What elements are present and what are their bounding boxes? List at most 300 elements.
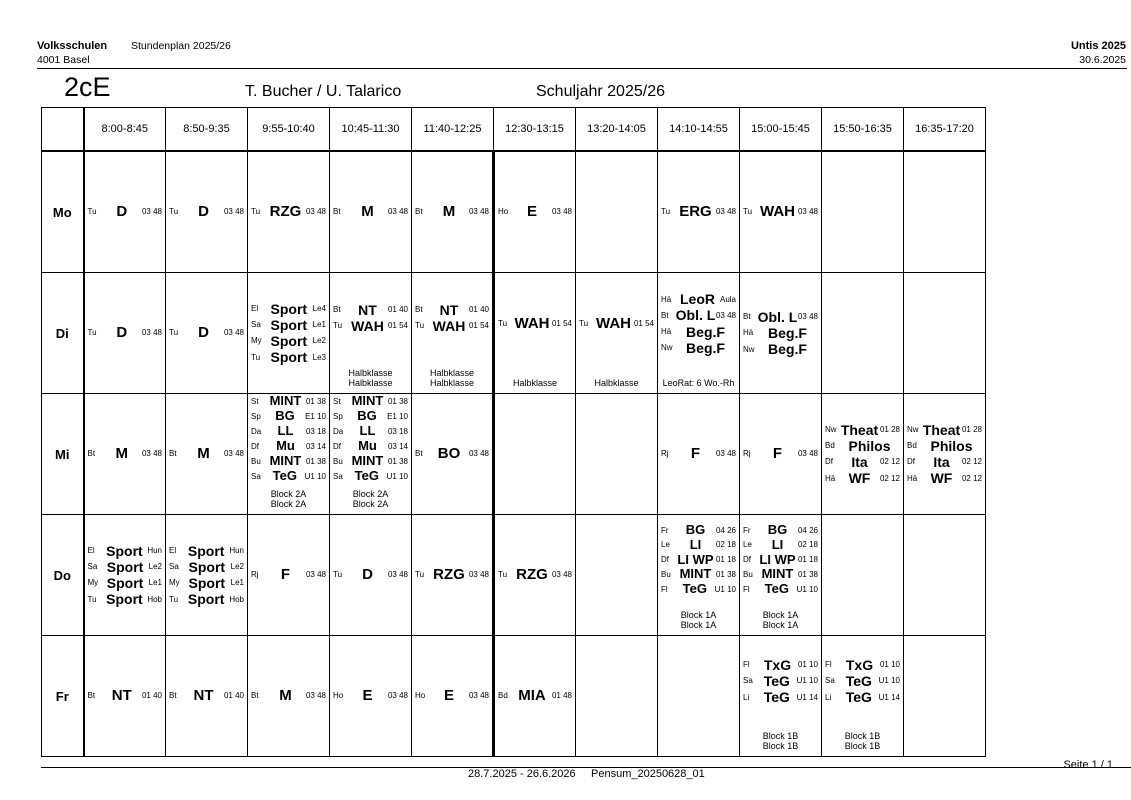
lesson-entry (415, 687, 489, 704)
room-code: 03 48 (468, 449, 489, 459)
period-header: 16:35-17:20 (904, 108, 986, 152)
subject-code: M (361, 203, 374, 221)
lesson-content (166, 394, 247, 514)
room-code: 02 12 (879, 457, 900, 467)
lesson-note (658, 379, 739, 389)
lesson-entry (251, 687, 326, 704)
lesson-cell[interactable] (84, 273, 166, 394)
lesson-cell[interactable] (330, 394, 412, 515)
room-code: 03 48 (715, 310, 736, 320)
teacher-code: El (251, 304, 259, 314)
teacher-code: Sa (251, 320, 261, 330)
lesson-cell[interactable] (248, 636, 330, 757)
lesson-cell[interactable] (412, 151, 494, 273)
room-code: 01 54 (468, 321, 489, 331)
lesson-entry (333, 409, 408, 424)
lesson-cell[interactable] (494, 273, 576, 394)
teacher-code: Rj (743, 449, 751, 459)
lesson-entry (743, 341, 818, 357)
lesson-cell[interactable] (84, 151, 166, 273)
note-line: Block 2A (352, 499, 389, 510)
lesson-entry (743, 523, 818, 538)
lesson-cell[interactable] (330, 636, 412, 757)
room-code: 01 54 (633, 318, 654, 328)
room-code: Hob (147, 594, 162, 604)
subject-code: MINT (269, 452, 302, 468)
lesson-entry (661, 553, 736, 568)
lesson-content (576, 152, 657, 272)
teacher-code: Nw (907, 425, 919, 435)
period-header: 15:50-16:35 (822, 108, 904, 152)
subject-code: WAH (432, 318, 466, 334)
subject-code: WF (930, 470, 953, 487)
room-code: 01 18 (715, 555, 736, 565)
teacher-code: Hä (661, 326, 672, 336)
subject-code: MINT (351, 393, 384, 409)
lesson-entry (88, 324, 163, 341)
room-code: E1 10 (387, 412, 408, 421)
subject-code: TeG (763, 689, 790, 706)
lesson-cell[interactable] (166, 515, 248, 636)
subject-code: NT (358, 301, 377, 318)
lesson-entry (661, 445, 736, 462)
note-line: Block 1B (844, 741, 881, 752)
validity-range: 28.7.2025 - 26.6.2026 (468, 768, 576, 780)
lesson-entry (333, 318, 408, 334)
lesson-cell[interactable] (84, 515, 166, 636)
teacher-code: Tu (169, 328, 179, 338)
subject-code: M (442, 203, 456, 221)
lesson-cell[interactable] (904, 273, 986, 394)
teacher-code: Df (661, 555, 669, 565)
lesson-entry (333, 566, 408, 583)
lesson-cell[interactable] (494, 515, 576, 636)
lesson-cell[interactable] (166, 151, 248, 273)
subject-code: Beg.F (686, 323, 725, 340)
period-header: 15:00-15:45 (740, 108, 822, 152)
subject-code: Sport (188, 575, 226, 591)
print-date: 30.6.2025 (1079, 54, 1126, 66)
note-line: Block 2A (352, 489, 389, 500)
teacher-code: Li (743, 692, 750, 702)
lesson-entry (907, 470, 982, 486)
room-code: 01 40 (141, 691, 162, 701)
teacher-code: Df (907, 457, 915, 467)
subject-code: NT (111, 687, 132, 705)
lesson-entry (251, 469, 326, 484)
lesson-cell[interactable] (494, 151, 576, 273)
subject-code: BG (275, 408, 295, 424)
lesson-cell[interactable] (658, 636, 740, 757)
room-code: 03 48 (797, 207, 818, 217)
lesson-content (904, 152, 985, 272)
teacher-code: Ho (498, 207, 509, 217)
lesson-entry (169, 559, 244, 575)
teacher-code: Bt (415, 207, 423, 217)
page-number: Seite 1 / 1 (1063, 759, 1113, 771)
lesson-content (658, 515, 739, 605)
room-code: Le2 (230, 562, 244, 572)
subject-code: Philos (930, 437, 973, 454)
lesson-cell[interactable] (248, 273, 330, 394)
lesson-cell[interactable] (84, 636, 166, 757)
room-code: 01 54 (387, 321, 408, 331)
room-code: Le1 (312, 320, 326, 330)
subject-code: LI (771, 536, 784, 552)
teacher-code: Tu (169, 594, 179, 604)
lesson-cell[interactable] (166, 394, 248, 515)
lesson-content (248, 273, 329, 393)
lesson-content (85, 152, 166, 272)
subject-code: Philos (848, 437, 891, 454)
subject-code: WAH (759, 203, 795, 221)
note-line: Block 1B (844, 731, 881, 742)
note-line: Halbklasse (348, 378, 393, 389)
lesson-cell[interactable] (576, 515, 658, 636)
lesson-entry (88, 687, 163, 704)
class-name: 2cE (64, 72, 111, 102)
teacher-code: Tu (333, 570, 343, 580)
teacher-code: Fl (743, 585, 750, 595)
subject-code: D (198, 324, 209, 342)
lesson-entry (661, 291, 736, 307)
school-year: Schuljahr 2025/26 (536, 83, 665, 100)
room-code: 03 48 (715, 207, 736, 217)
room-code: 03 48 (223, 328, 244, 338)
teacher-code: Fr (743, 525, 751, 535)
lesson-content (658, 394, 739, 514)
lesson-content (166, 273, 247, 393)
subject-code: Sport (270, 349, 308, 366)
lesson-content (495, 273, 575, 374)
teacher-code: Tu (415, 570, 425, 580)
lesson-cell[interactable] (248, 515, 330, 636)
lesson-content (495, 152, 575, 272)
lesson-content (412, 394, 492, 514)
lesson-entry (415, 318, 489, 334)
teacher-code: Sa (825, 676, 835, 686)
lesson-cell[interactable] (84, 394, 166, 515)
lesson-cell[interactable] (658, 151, 740, 273)
note-line: Halbklasse (348, 368, 393, 379)
room-code: Le2 (312, 336, 326, 346)
subject-code: TeG (845, 689, 872, 706)
room-code: 03 48 (223, 207, 244, 217)
lesson-cell[interactable] (904, 515, 986, 636)
teacher-code: Tu (87, 594, 97, 604)
subject-code: D (116, 324, 128, 342)
lesson-cell[interactable] (658, 273, 740, 394)
lesson-cell[interactable] (494, 636, 576, 757)
subject-code: LeoR (679, 291, 715, 308)
subject-code: Sport (106, 591, 143, 608)
room-code: 03 14 (387, 441, 408, 451)
lesson-cell[interactable] (822, 151, 904, 273)
room-code: 01 40 (468, 305, 489, 315)
teacher-code: Sa (251, 471, 261, 481)
subject-code: TeG (682, 581, 707, 597)
room-code: U1 10 (714, 585, 736, 595)
teacher-code: Sa (333, 471, 343, 481)
subject-code: D (362, 566, 373, 584)
note-line: Block 1A (762, 610, 799, 621)
lesson-cell[interactable] (576, 273, 658, 394)
subject-code: BG (767, 521, 788, 537)
room-code: 01 28 (961, 425, 982, 435)
teacher-code: Tu (251, 207, 261, 217)
lesson-entry (498, 687, 572, 704)
room-code: 03 48 (141, 207, 162, 217)
subject-code: Beg.F (768, 341, 807, 358)
teacher-code: Hä (661, 294, 672, 304)
day-label: Mi (42, 394, 84, 515)
teacher-code: Bd (498, 691, 508, 701)
subject-code: F (690, 445, 701, 463)
subject-code: Sport (270, 333, 308, 349)
room-code: 01 40 (387, 305, 408, 315)
lesson-content (904, 394, 985, 514)
lesson-cell[interactable] (412, 515, 494, 636)
lesson-entry (88, 445, 163, 462)
room-code: 01 38 (387, 456, 408, 466)
lesson-entry (743, 445, 818, 462)
lesson-content (248, 394, 329, 484)
lesson-cell[interactable] (248, 394, 330, 515)
lesson-content (85, 636, 166, 756)
teacher-code: My (87, 578, 99, 588)
lesson-cell[interactable] (576, 636, 658, 757)
teacher-code: Bd (825, 441, 835, 451)
note-line: LeoRat: 6 Wo.-Rh (662, 378, 735, 389)
subject-code: WAH (595, 314, 631, 332)
subject-code: LI WP (759, 551, 796, 567)
lesson-entry (169, 445, 244, 462)
lesson-cell[interactable] (740, 151, 822, 273)
teacher-code: Bt (251, 691, 259, 701)
subject-code: LI WP (677, 551, 714, 567)
room-code: 01 48 (551, 691, 572, 701)
room-code: 03 48 (305, 207, 326, 217)
lesson-content (248, 152, 329, 272)
school-name: Volksschulen (37, 40, 108, 52)
lesson-entry (169, 591, 244, 607)
subject-code: Sport (187, 591, 225, 608)
day-row (42, 394, 986, 515)
period-header: 8:50-9:35 (166, 108, 248, 152)
lesson-entry (743, 582, 818, 597)
teacher-code: Hä (825, 473, 836, 483)
teacher-code: Tu (743, 207, 753, 217)
lesson-cell[interactable] (904, 394, 986, 515)
room-code: 03 48 (305, 691, 326, 701)
day-label: Di (42, 273, 84, 394)
lesson-entry (743, 325, 818, 341)
lesson-cell[interactable] (494, 394, 576, 515)
room-code: 01 10 (797, 660, 818, 670)
subject-code: E (526, 203, 537, 221)
lesson-entry (415, 445, 489, 462)
lesson-entry (169, 543, 244, 559)
subject-code: MINT (761, 566, 794, 582)
room-code: U1 14 (878, 692, 900, 702)
lesson-entry (333, 424, 408, 439)
lesson-content (576, 394, 657, 514)
lesson-entry (251, 566, 326, 583)
room-code: 03 48 (797, 312, 818, 322)
lesson-entry (743, 673, 818, 689)
lesson-note (658, 611, 739, 631)
teacher-code: Tu (579, 318, 589, 328)
room-code: 01 28 (879, 425, 900, 435)
lesson-content (330, 273, 411, 363)
teacher-code: Ho (333, 691, 344, 701)
room-code: U1 10 (386, 471, 408, 481)
lesson-cell[interactable] (330, 273, 412, 394)
lesson-cell[interactable] (576, 151, 658, 273)
lesson-cell[interactable] (740, 273, 822, 394)
lesson-content (412, 515, 492, 635)
lesson-cell[interactable] (248, 151, 330, 273)
lesson-entry (498, 566, 572, 583)
teacher-code: Df (825, 457, 833, 467)
lesson-cell[interactable] (166, 273, 248, 394)
teacher-code: Hä (907, 473, 918, 483)
subject-code: LI (689, 536, 702, 552)
note-line: Block 1A (762, 620, 799, 631)
lesson-cell[interactable] (822, 515, 904, 636)
lesson-entry (743, 553, 818, 568)
lesson-cell[interactable] (330, 151, 412, 273)
lesson-cell[interactable] (822, 273, 904, 394)
room-code: Hob (229, 594, 244, 604)
note-line: Block 2A (270, 489, 307, 500)
lesson-cell[interactable] (166, 636, 248, 757)
lesson-content (166, 152, 247, 272)
subject-code: Sport (270, 300, 308, 317)
lesson-content (904, 636, 985, 756)
lesson-content (740, 152, 821, 272)
teacher-code: Nw (825, 425, 837, 435)
lesson-note (740, 732, 821, 752)
lesson-cell[interactable] (658, 515, 740, 636)
lesson-entry (251, 424, 326, 439)
lesson-entry (907, 422, 982, 438)
room-code: E1 10 (305, 412, 326, 421)
lesson-cell[interactable] (740, 636, 822, 757)
lesson-cell[interactable] (740, 394, 822, 515)
teacher-code: Hä (743, 328, 754, 338)
subject-code: LL (359, 423, 376, 439)
subject-code: Theat (922, 421, 961, 438)
lesson-entry (415, 302, 489, 318)
lesson-cell[interactable] (658, 394, 740, 515)
day-label: Do (42, 515, 84, 636)
teacher-code: Tu (87, 328, 97, 338)
lesson-entry (825, 422, 900, 438)
teacher-code: My (169, 578, 180, 588)
room-code: Le1 (148, 578, 162, 588)
teacher-code: Tu (333, 321, 343, 331)
room-code: 03 48 (468, 570, 489, 580)
lesson-cell[interactable] (412, 636, 494, 757)
lesson-entry (251, 203, 326, 220)
lesson-entry (169, 203, 244, 220)
lesson-entry (498, 203, 572, 220)
footer-rule (41, 767, 1131, 768)
room-code: 01 38 (715, 570, 736, 580)
lesson-entry (825, 454, 900, 470)
lesson-content (658, 152, 739, 272)
note-line: Block 1B (762, 731, 799, 742)
subject-code: BO (437, 445, 461, 463)
subject-code: F (772, 445, 783, 463)
lesson-entry (415, 566, 489, 583)
lesson-note (330, 369, 411, 389)
period-header: 11:40-12:25 (412, 108, 494, 152)
teacher-code: Fr (661, 525, 669, 535)
lesson-entry (251, 454, 326, 469)
subject-code: TeG (354, 467, 379, 483)
lesson-cell[interactable] (822, 636, 904, 757)
period-header-row (42, 108, 986, 152)
room-code: U1 10 (796, 676, 818, 686)
subject-code: BG (357, 408, 377, 424)
lesson-entry (661, 523, 736, 538)
teacher-code: Bu (333, 456, 343, 466)
subject-code: Mu (358, 438, 377, 453)
teacher-code: Rj (251, 570, 259, 580)
room-code: 02 12 (961, 457, 982, 467)
subject-code: TeG (764, 581, 789, 597)
room-code: 03 48 (141, 449, 162, 459)
lesson-cell[interactable] (740, 515, 822, 636)
subject-code: RZG (269, 203, 302, 221)
lesson-content (412, 152, 492, 272)
subject-code: Beg.F (686, 339, 725, 356)
lesson-cell[interactable] (904, 636, 986, 757)
teacher-code: El (169, 546, 177, 556)
lesson-content (904, 515, 985, 635)
note-line: Halbklasse (512, 378, 558, 389)
lesson-cell[interactable] (904, 151, 986, 273)
lesson-content (85, 394, 166, 514)
teacher-code: Bu (251, 456, 261, 466)
lesson-cell[interactable] (412, 394, 494, 515)
lesson-entry (825, 438, 900, 454)
teacher-code: Le (661, 540, 670, 550)
teacher-code: Nw (743, 344, 755, 354)
lesson-content (330, 152, 411, 272)
subject-code: MIA (518, 687, 546, 705)
lesson-cell[interactable] (822, 394, 904, 515)
lesson-cell[interactable] (412, 273, 494, 394)
teacher-code: Sa (87, 562, 98, 572)
lesson-cell[interactable] (330, 515, 412, 636)
lesson-content (495, 515, 575, 635)
period-header: 8:00-8:45 (84, 108, 166, 152)
lesson-content (576, 515, 657, 635)
period-header: 10:45-11:30 (330, 108, 412, 152)
lesson-note (248, 490, 329, 510)
lesson-cell[interactable] (576, 394, 658, 515)
subject-code: Beg.F (768, 324, 807, 341)
subject-code: Sport (188, 558, 226, 575)
room-code: 04 26 (715, 525, 736, 535)
room-code: 03 48 (387, 207, 408, 217)
lesson-content (166, 636, 247, 756)
lesson-content (740, 273, 821, 393)
lesson-content (248, 515, 329, 635)
